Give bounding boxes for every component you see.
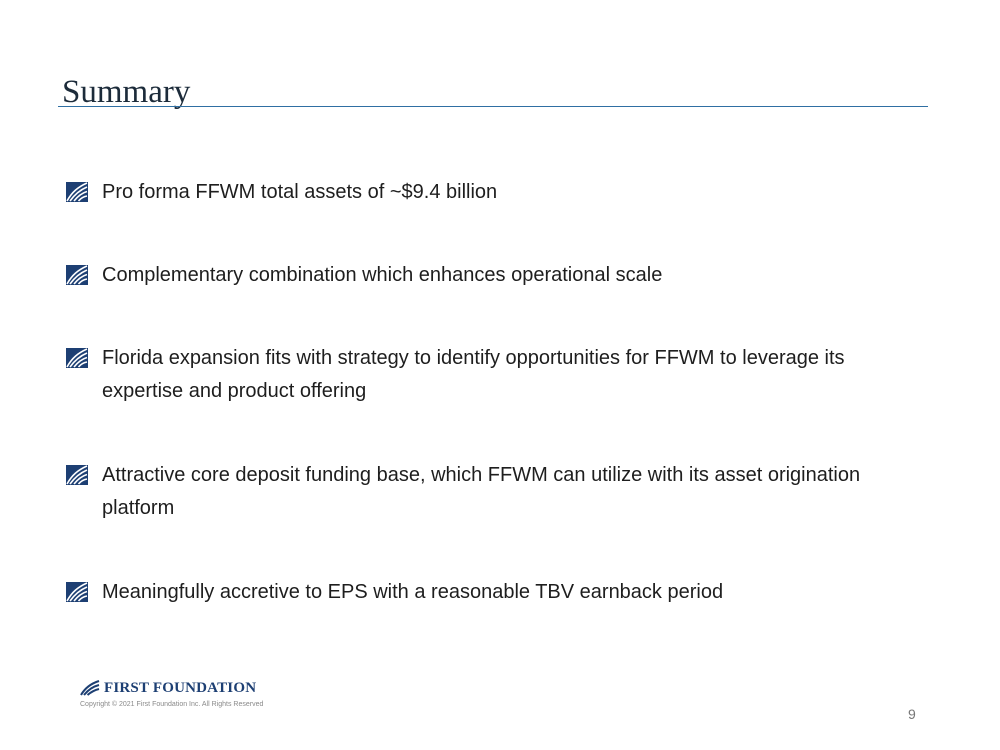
logo-wordmark: FIRST FOUNDATION <box>104 679 257 696</box>
swoosh-bullet-icon <box>66 265 88 285</box>
company-logo <box>80 678 256 698</box>
swoosh-bullet-icon <box>66 465 88 485</box>
bullet-text: Meaningfully accretive to EPS with a reasonable TBV earnback period <box>102 581 724 603</box>
bullet-text: Attractive core deposit funding base, which FFWM can utilize with its asset origination platform <box>102 464 861 519</box>
swoosh-bullet-icon <box>66 182 88 202</box>
swoosh-logo-icon <box>80 680 100 696</box>
page-title: Summary <box>62 74 191 110</box>
copyright-notice: Copyright © 2021 First Foundation Inc. All Rights Reserved <box>80 701 264 708</box>
swoosh-bullet-icon <box>66 582 88 602</box>
bullet-text: Complementary combination which enhances operational scale <box>102 264 663 286</box>
page-number: 9 <box>908 706 916 722</box>
swoosh-bullet-icon <box>66 348 88 368</box>
bullet-text: Pro forma FFWM total assets of ~$9.4 billion <box>102 181 498 203</box>
bullet-text: Florida expansion fits with strategy to identify opportunities for FFWM to leverage its expertise and product offering <box>102 347 845 402</box>
